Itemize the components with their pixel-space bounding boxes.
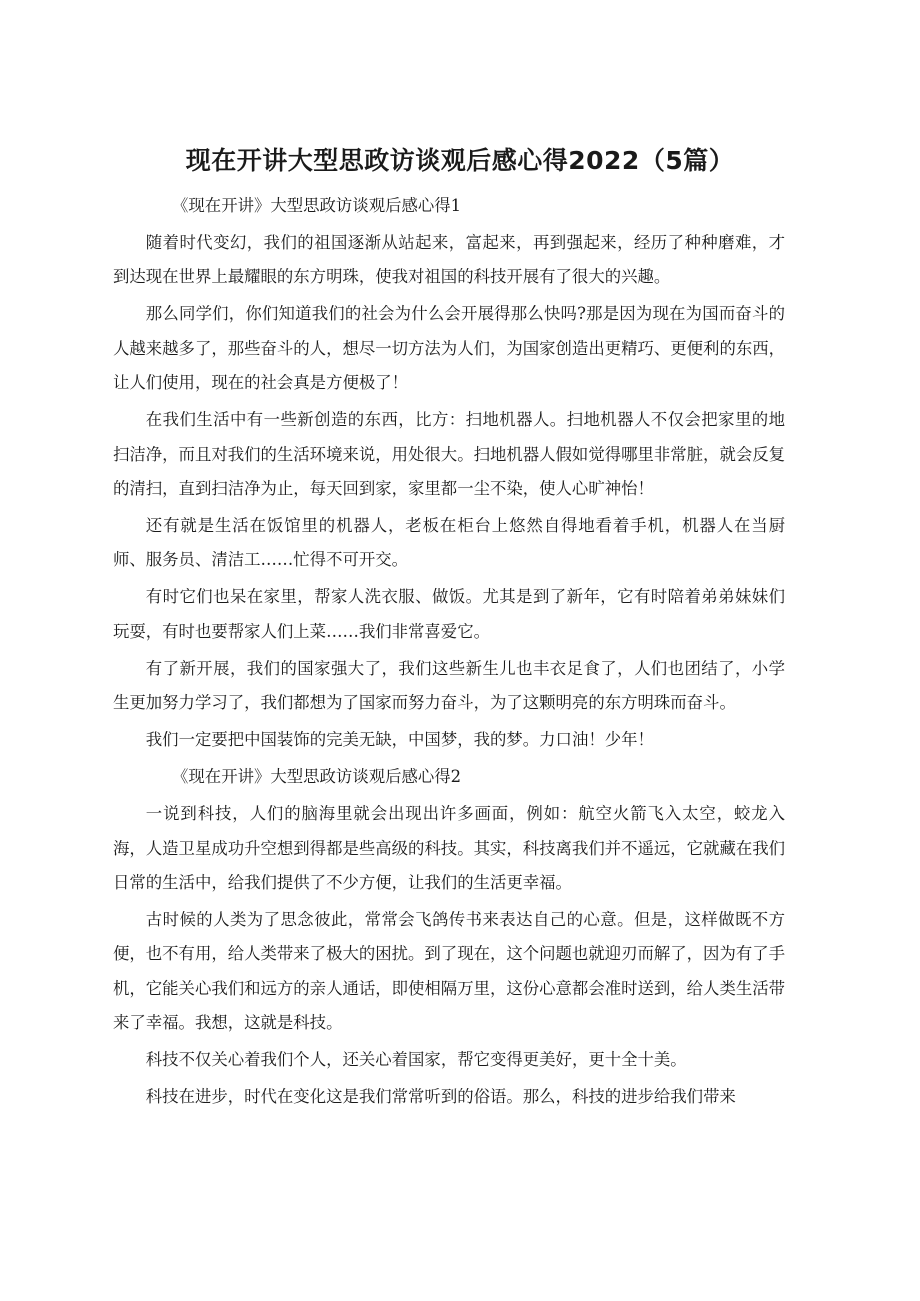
paragraph: 科技不仅关心着我们个人，还关心着国家，帮它变得更美好，更十全十美。 bbox=[145, 1050, 687, 1070]
document-body bbox=[113, 189, 785, 1117]
paragraph: 一说到科技，人们的脑海里就会出现出许多画面，例如：航空火箭飞入太空，蛟龙入海，人造卫星成功升空想到得都是些高级的科技。其实，科技离我们并不遥远，它就藏在我们日常的生活中，给我们提供了不少方便，让我们的生活更幸福。 bbox=[113, 804, 786, 893]
section-heading-2: 《现在开讲》大型思政访谈观后感心得2 bbox=[172, 767, 462, 787]
section-heading-1: 《现在开讲》大型思政访谈观后感心得1 bbox=[172, 196, 462, 215]
paragraph: 随着时代变幻，我们的祖国逐渐从站起来，富起来，再到强起来，经历了种种磨难，才到达现在世界上最耀眼的东方明珠，使我对祖国的科技开展有了很大的兴趣。 bbox=[113, 233, 785, 287]
paragraph: 科技在进步，时代在变化这是我们常常听到的俗语。那么，科技的进步给我们带来 bbox=[145, 1087, 736, 1107]
paragraph: 那么同学们，你们知道我们的社会为什么会开展得那么快吗?那是因为现在为国而奋斗的人越来越多了，那些奋斗的人，想尽一切方法为人们，为国家创造出更精巧、更便利的东西，让人们使用，现在的社会真是方便极了！ bbox=[113, 304, 786, 393]
document-title: 现在开讲大型思政访谈观后感心得2022（5篇） bbox=[185, 146, 735, 175]
paragraph: 还有就是生活在饭馆里的机器人，老板在柜台上悠然自得地看着手机，机器人在当厨师、服务员、清洁工……忙得不可开交。 bbox=[113, 516, 785, 570]
paragraph: 有时它们也呆在家里，帮家人洗衣服、做饭。尤其是到了新年，它有时陪着弟弟妹妹们玩耍，有时也要帮家人们上菜……我们非常喜爱它。 bbox=[113, 587, 785, 641]
paragraph: 有了新开展，我们的国家强大了，我们这些新生儿也丰衣足食了，人们也团结了，小学生更加努力学习了，我们都想为了国家而努力奋斗，为了这颗明亮的东方明珠而奋斗。 bbox=[113, 658, 785, 713]
paragraph: 我们一定要把中国装饰的完美无缺，中国梦，我的梦。力口油！少年！ bbox=[145, 730, 654, 750]
paragraph: 在我们生活中有一些新创造的东西，比方：扫地机器人。扫地机器人不仅会把家里的地扫洁净，而且对我们的生活环境来说，用处很大。扫地机器人假如觉得哪里非常脏，就会反复的清扫，直到扫洁净为止，每天回到家，家里都一尘不染，使人心旷神怡！ bbox=[113, 410, 786, 499]
paragraph: 古时候的人类为了思念彼此，常常会飞鸽传书来表达自己的心意。但是，这样做既不方便，也不有用，给人类带来了极大的困扰。到了现在，这个问题也就迎刃而解了，因为有了手机，它能关心我们和远方的亲人通话，即使相隔万里，这份心意都会准时送到，给人类生活带来了幸福。我想，这就是科技。 bbox=[113, 910, 786, 1033]
